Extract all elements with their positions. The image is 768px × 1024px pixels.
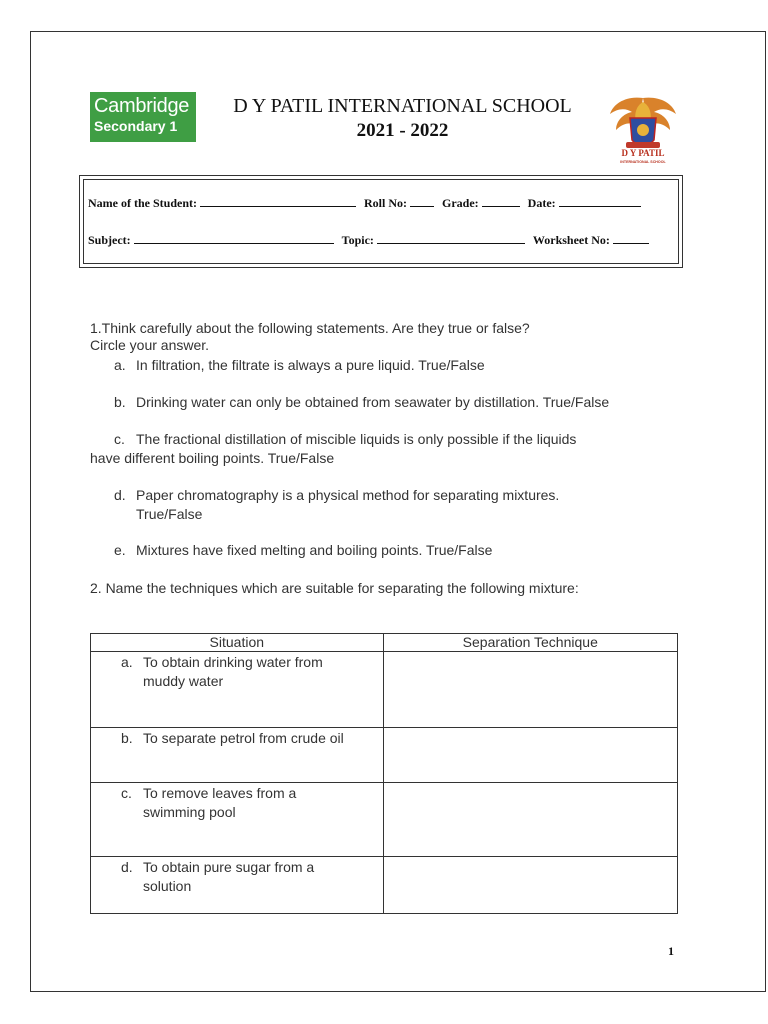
separation-table: [90, 633, 678, 914]
statement-label: b.: [114, 394, 126, 410]
emblem-title: D Y PATIL: [621, 148, 665, 158]
statement-text-continued: True/False: [136, 506, 203, 522]
name-label: Name of the Student:: [88, 196, 197, 210]
subject-field[interactable]: [134, 233, 334, 244]
table-row: [91, 857, 678, 914]
table-row: [91, 652, 678, 728]
situation-cell: [91, 783, 384, 857]
worksheet-field[interactable]: [613, 233, 649, 244]
question-1-line-2: Circle your answer.: [90, 337, 210, 353]
logo-line-1: Cambridge: [94, 95, 190, 117]
date-field[interactable]: [559, 196, 641, 207]
topic-label: Topic:: [341, 233, 374, 247]
topic-field[interactable]: [377, 233, 525, 244]
statement-text: Drinking water can only be obtained from seawater by distillation. True/False: [136, 394, 610, 410]
student-info-box: [79, 175, 683, 268]
statement-text: In filtration, the filtrate is always a pure liquid. True/False: [136, 357, 485, 373]
row-label: b.: [121, 730, 133, 746]
technique-answer-cell[interactable]: [383, 652, 677, 728]
name-field[interactable]: [200, 196, 356, 207]
situation-text-continued: solution: [143, 878, 192, 894]
technique-answer-cell[interactable]: [383, 728, 677, 783]
worksheet-label: Worksheet No:: [532, 233, 610, 247]
column-header-technique: Separation Technique: [383, 634, 677, 652]
statement-e: [114, 541, 492, 560]
technique-answer-cell[interactable]: [383, 783, 677, 857]
situation-text-continued: muddy water: [143, 673, 224, 689]
subject-label: Subject:: [88, 233, 131, 247]
school-name: D Y PATIL INTERNATIONAL SCHOOL: [233, 95, 572, 117]
statement-label: c.: [114, 431, 125, 447]
table-header-row: [91, 634, 678, 652]
situation-text: To remove leaves from a: [143, 785, 297, 801]
situation-text: To separate petrol from crude oil: [143, 730, 344, 746]
question-2-prompt: 2. Name the techniques which are suitable for separating the following mixture:: [90, 580, 579, 596]
question-1-prompt: [90, 320, 530, 354]
cambridge-logo: [90, 92, 196, 142]
situation-cell: [91, 728, 384, 783]
statement-c: [90, 430, 576, 468]
statement-text: Mixtures have fixed melting and boiling points. True/False: [136, 542, 493, 558]
statement-label: e.: [114, 542, 126, 558]
row-label: a.: [121, 654, 133, 670]
row-label: d.: [121, 859, 133, 875]
info-row-2: [88, 233, 674, 248]
roll-label: Roll No:: [364, 196, 407, 210]
situation-text: To obtain drinking water from: [143, 654, 323, 670]
statement-d: [114, 486, 559, 524]
table-row: [91, 728, 678, 783]
question-1-line-1: 1.Think carefully about the following statements. Are they true or false?: [90, 320, 530, 336]
statement-text-continued: have different boiling points. True/False: [90, 450, 335, 466]
statement-text: The fractional distillation of miscible liquids is only possible if the liquids: [136, 431, 577, 447]
statement-text: Paper chromatography is a physical method for separating mixtures.: [136, 487, 560, 503]
roll-field[interactable]: [410, 196, 434, 207]
situation-text-continued: swimming pool: [143, 804, 236, 820]
statement-a: [114, 356, 485, 375]
date-label: Date:: [527, 196, 556, 210]
logo-line-2: Secondary 1: [94, 118, 178, 134]
column-header-situation: Situation: [91, 634, 384, 652]
info-row-1: [88, 196, 674, 211]
situation-text: To obtain pure sugar from a: [143, 859, 315, 875]
situation-cell: [91, 857, 384, 914]
row-label: c.: [121, 785, 132, 801]
situation-cell: [91, 652, 384, 728]
table-row: [91, 783, 678, 857]
emblem-subtitle: INTERNATIONAL SCHOOL: [620, 160, 666, 164]
statement-label: a.: [114, 357, 126, 373]
school-emblem-icon: [608, 92, 678, 168]
grade-field[interactable]: [482, 196, 520, 207]
statement-label: d.: [114, 487, 126, 503]
statement-b: [114, 393, 609, 412]
technique-answer-cell[interactable]: [383, 857, 677, 914]
page-number: 1: [668, 944, 674, 958]
grade-label: Grade:: [442, 196, 479, 210]
academic-year: 2021 - 2022: [356, 120, 449, 141]
